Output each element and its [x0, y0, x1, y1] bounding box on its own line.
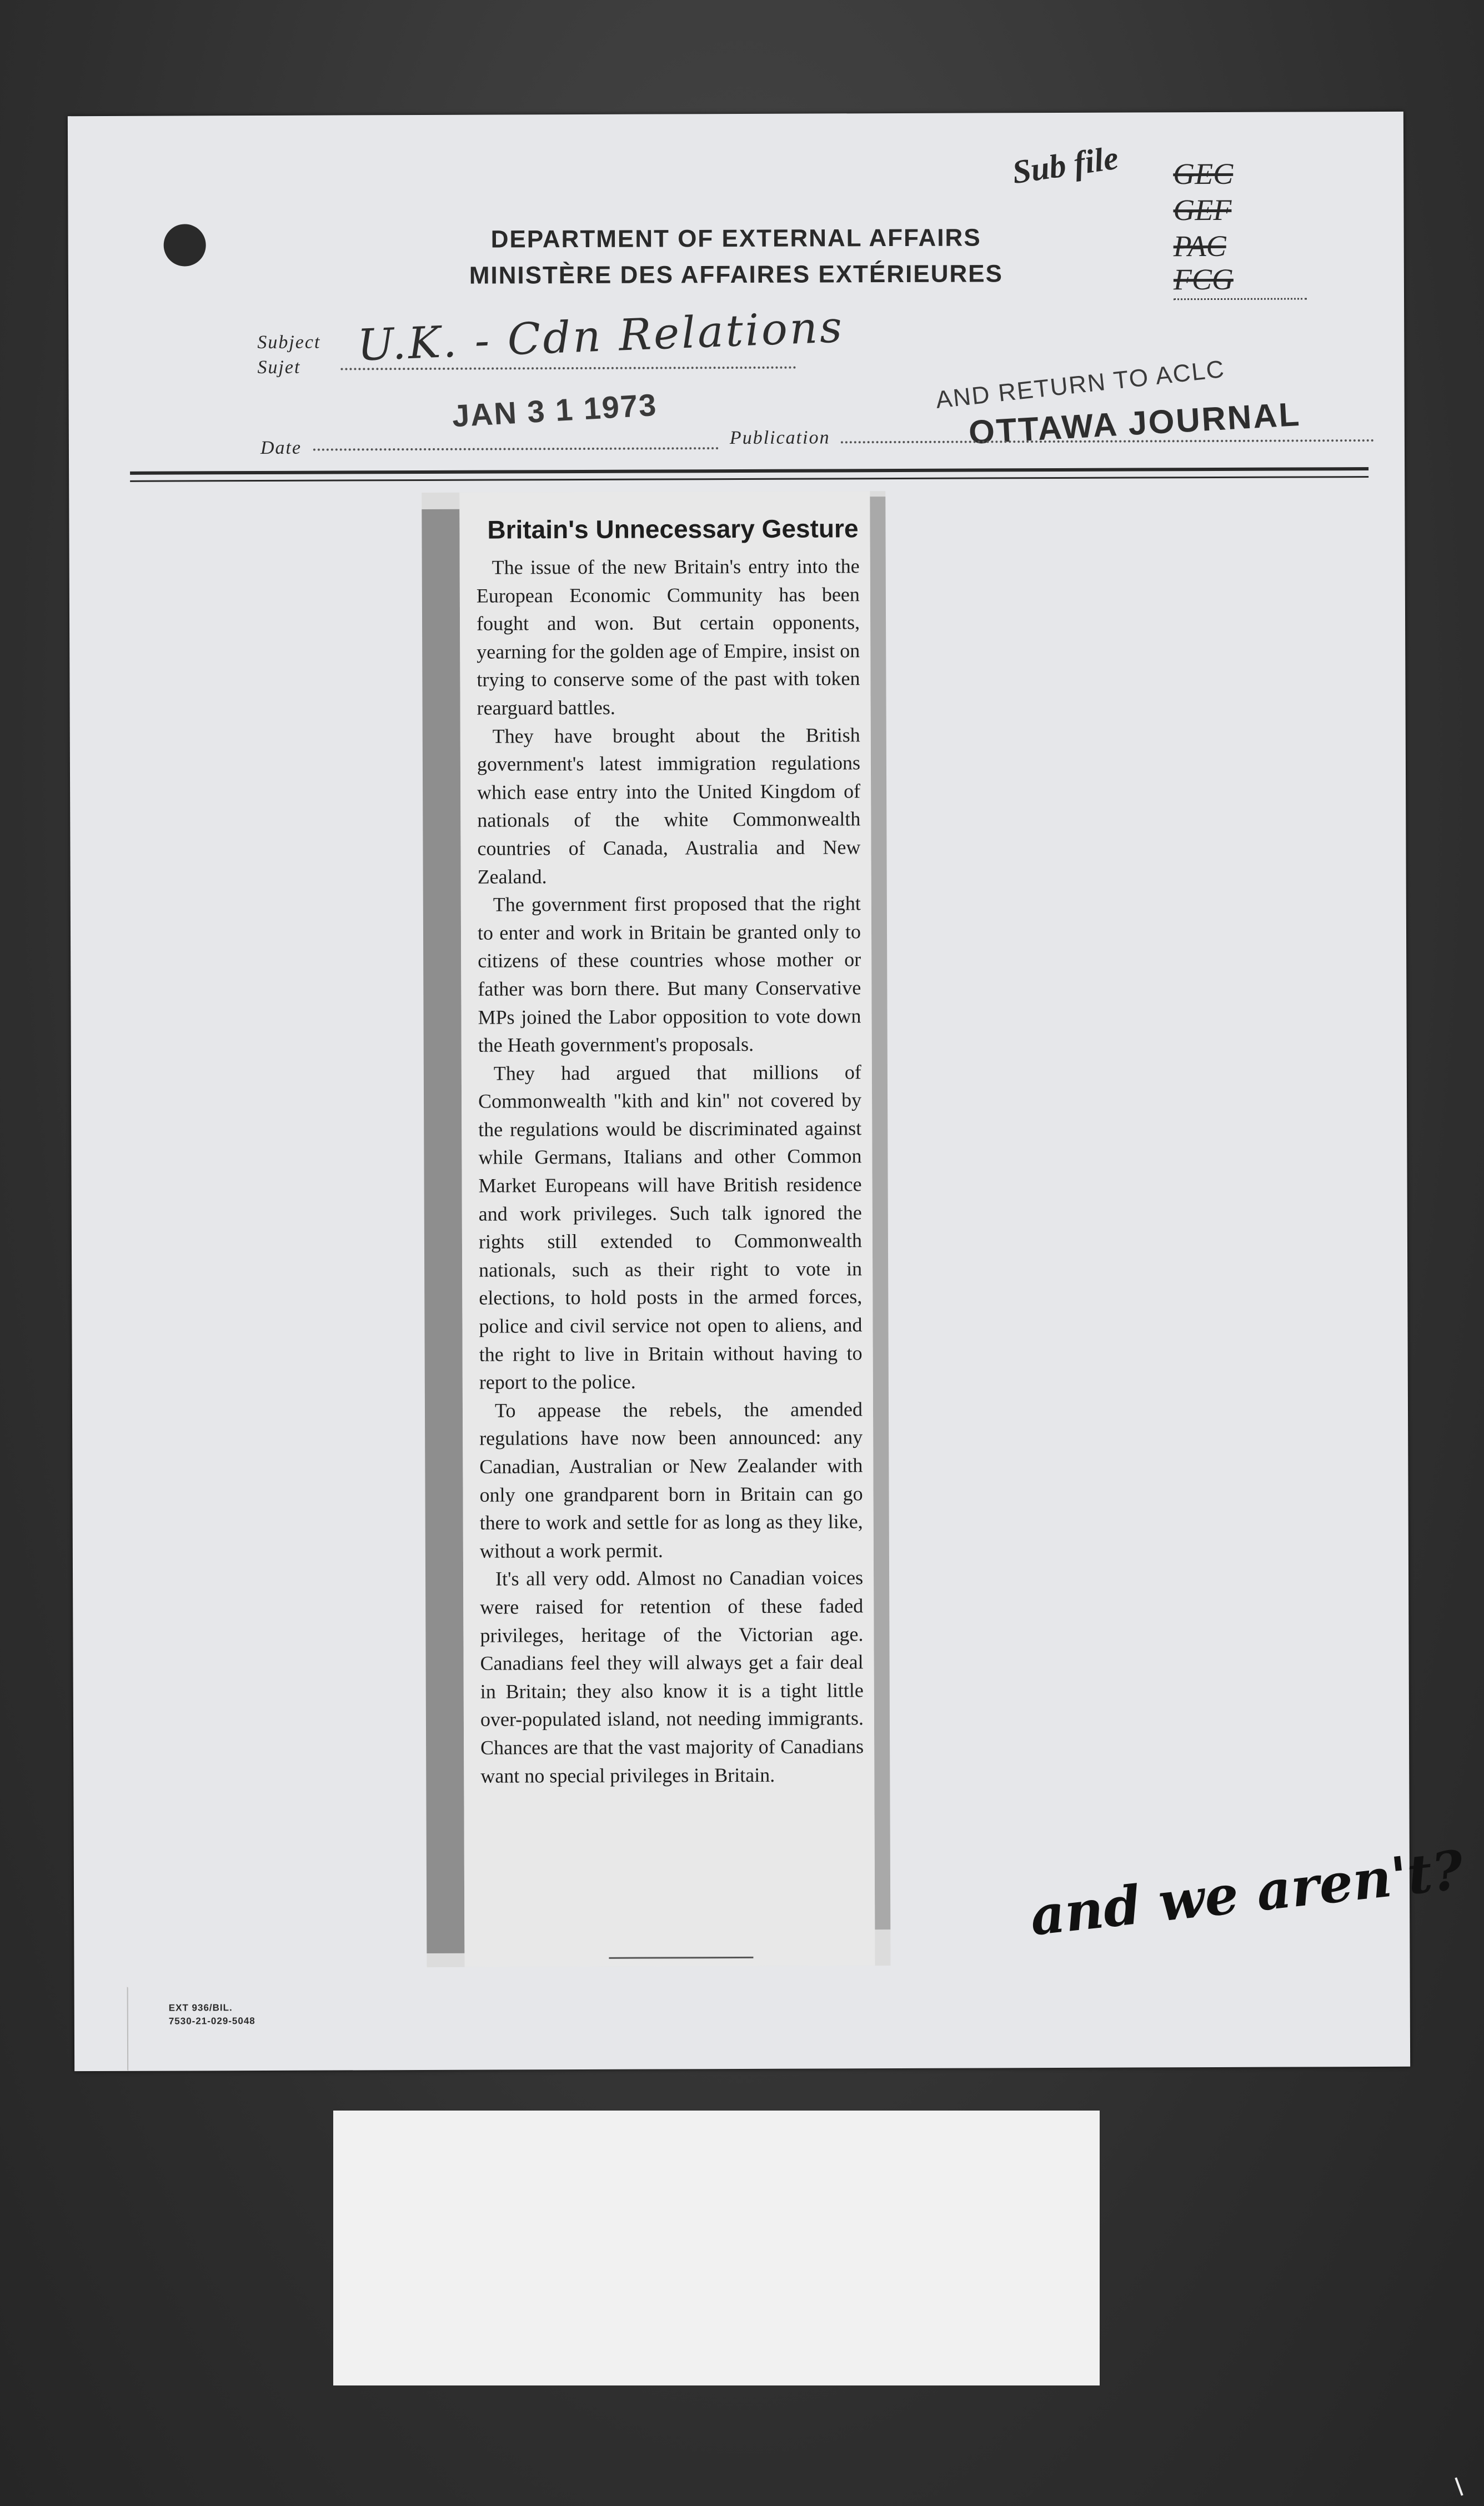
- form-code: [169, 2001, 255, 2028]
- article-paragraph: They had argued that millions of Commonwealth "kith and kin" not covered by the regulations would be discriminated against while Germans, Italians and other Common Market Europeans will have British residence and work privileges. Such talk ignored the rights still extended to Commonwealth nationals, such as their right to vote in elections, to hold posts in the armed forces, police and civil service not open to aliens, and the right to live in Britain without having to report to the police.: [478, 1060, 863, 1394]
- routing-code-3: PAC: [1173, 229, 1226, 263]
- article-paragraph: It's all very odd. Almost no Canadian voices were raised for retention of these faded privileges, heritage of the Victorian age. Canadians feel they will always get a fair deal in Britain; they also know it is a tight little over-populated island, not needing immigrants. Chances are that the vast majority of Canadians want no special privileges in Britain.: [480, 1566, 864, 1787]
- header-rule: [130, 467, 1368, 475]
- date-stamp: JAN 3 1 1973: [451, 387, 658, 434]
- clipping-form-sheet: [68, 112, 1467, 2071]
- article-paragraph: They have brought about the British government's latest immigration regulations which ease entry into the United Kingdom of nationals of the white Commonwealth countries of Canada, Australia and New Zealand.: [477, 723, 861, 888]
- form-code-line-2: 7530-21-029-5048: [168, 2016, 255, 2027]
- file-code-handwritten: Sub file: [1010, 139, 1121, 191]
- routing-underline: [1174, 298, 1307, 300]
- handwritten-annotation: and we aren't?: [1027, 1838, 1467, 1948]
- publication-stamp: OTTAWA JOURNAL: [967, 395, 1302, 452]
- routing-code-1: GEC: [1173, 157, 1234, 191]
- article-end-rule: [609, 1957, 753, 1959]
- return-stamp: AND RETURN TO ACLC: [934, 355, 1226, 414]
- date-label: Date: [260, 437, 302, 459]
- routing-code-4: FCG: [1173, 262, 1234, 297]
- blank-slip: [333, 2111, 1100, 2385]
- publication-label: Publication: [729, 427, 830, 449]
- newspaper-clipping: [422, 491, 890, 1967]
- subject-handwritten: U.K. - Cdn Relations: [356, 302, 845, 371]
- article-headline: Britain's Unnecessary Gesture: [487, 514, 859, 544]
- routing-code-2: GEF: [1173, 193, 1232, 227]
- department-name-en: DEPARTMENT OF EXTERNAL AFFAIRS: [490, 224, 981, 253]
- article-paragraph: The government first proposed that the right to enter and work in Britain be granted only to citizens of these countries whose mother or father was born there. But many Conservative MPs joined the Labor opposition to vote down the Heath government's proposals.: [477, 892, 861, 1056]
- clipping-body: [459, 491, 875, 1967]
- department-name-fr: MINISTÈRE DES AFFAIRES EXTÉRIEURES: [469, 260, 1004, 289]
- article-paragraph: The issue of the new Britain's entry into the European Economic Community has been fought and won. But certain opponents, yearning for the golden age of Empire, insist on trying to conserve some of the past with token rearguard battles.: [476, 555, 860, 719]
- header-rule-thin: [130, 476, 1368, 482]
- article-text: [477, 552, 864, 1790]
- subject-label: Subject: [257, 332, 321, 353]
- clipping-left-shadow: [422, 509, 464, 1953]
- date-line: [313, 447, 719, 451]
- form-code-line-1: EXT 936/BIL.: [168, 2002, 233, 2013]
- article-paragraph: To appease the rebels, the amended regulations have now been announced: any Canadian, Australian or New Zealander with only one grandparent born in Britain can go there to work and settle for as long as they like, without a work permit.: [479, 1398, 863, 1562]
- sujet-label: Sujet: [257, 357, 301, 378]
